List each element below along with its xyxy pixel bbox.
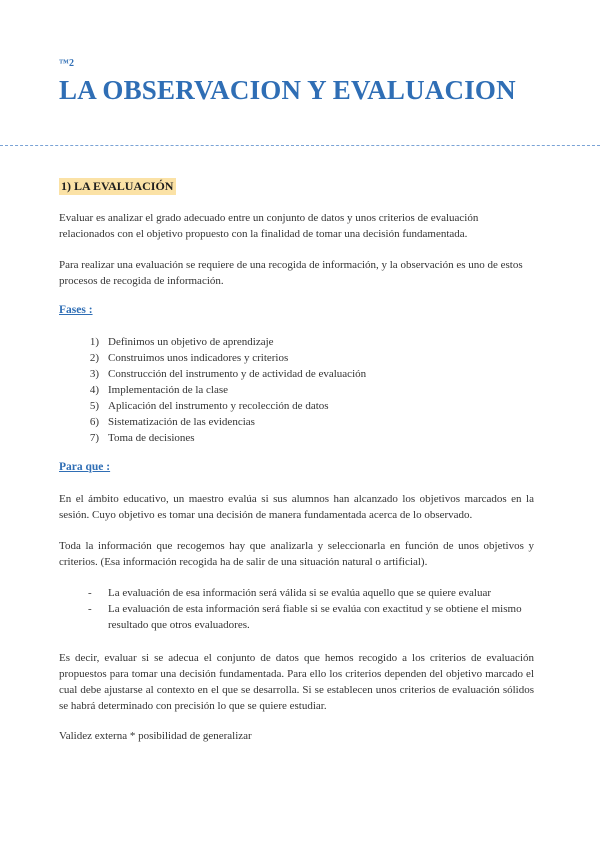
fases-list [59,334,519,446]
list-item: 3) Construcción del instrumento y de actividad de evaluación [89,368,367,380]
page-title: LA OBSERVACION Y EVALUACION [59,75,516,105]
fases-heading: Fases : [59,304,93,316]
validity-note: Validez externa * posibilidad de generalizar [59,730,252,742]
para-que-heading: Para que : [59,461,111,473]
title-divider [0,145,600,146]
list-item: 5) Aplicación del instrumento y recolección de datos [89,400,329,412]
observation-paragraph: Para realizar una evaluación se requiere de una recogida de información, y la observación es uno de estos procesos de recogida de información. [59,259,523,287]
conclusion-paragraph: Es decir, evaluar si se adecua el conjunto de datos que hemos recogido a los criterios de evaluación propuestos para tomar una decisión fundamentada. Para ello los criterios dependen del objetivo marcado el cual debe ajustarse al contexto en el que se desarrolla. Si se establecen unos criterios de evaluación sólidos se habrá determinado con precisión lo que se quiere estudiar. [59,652,534,712]
trademark-label: ™2 [59,58,74,69]
list-item: 1) Definimos un objetivo de aprendizaje [89,336,274,348]
definition-paragraph: Evaluar es analizar el grado adecuado entre un conjunto de datos y unos criterios de evaluación relacionados con el objetivo propuesto con la finalidad de tomar una decisión fundamentada. [59,212,479,240]
educational-paragraph: En el ámbito educativo, un maestro evalúa si sus alumnos han alcanzado los objetivos marcados en la sesión. Cuyo objetivo es tomar una decisión de manera fundamentada acerca de lo observado. [59,493,534,521]
list-item: 6) Sistematización de las evidencias [89,416,255,428]
list-item: 7) Toma de decisiones [89,432,195,444]
list-item: 4) Implementación de la clase [89,384,229,396]
list-item: 2) Construimos unos indicadores y criterios [89,352,289,364]
list-item: - La evaluación de esa información será válida si se evalúa aquello que se quiere evaluar [88,587,491,599]
section-heading: 1) LA EVALUACIÓN [59,178,176,195]
list-item: - La evaluación de esta información será fiable si se evalúa con exactitud y se obtiene el mismo resultado que otros evaluadores. [88,603,522,631]
criteria-list [59,585,534,633]
information-paragraph: Toda la información que recogemos hay que analizarla y seleccionarla en función de unos objetivos y criterios. (Esa información recogida ha de salir de una situación natural o artificial). [59,540,534,568]
